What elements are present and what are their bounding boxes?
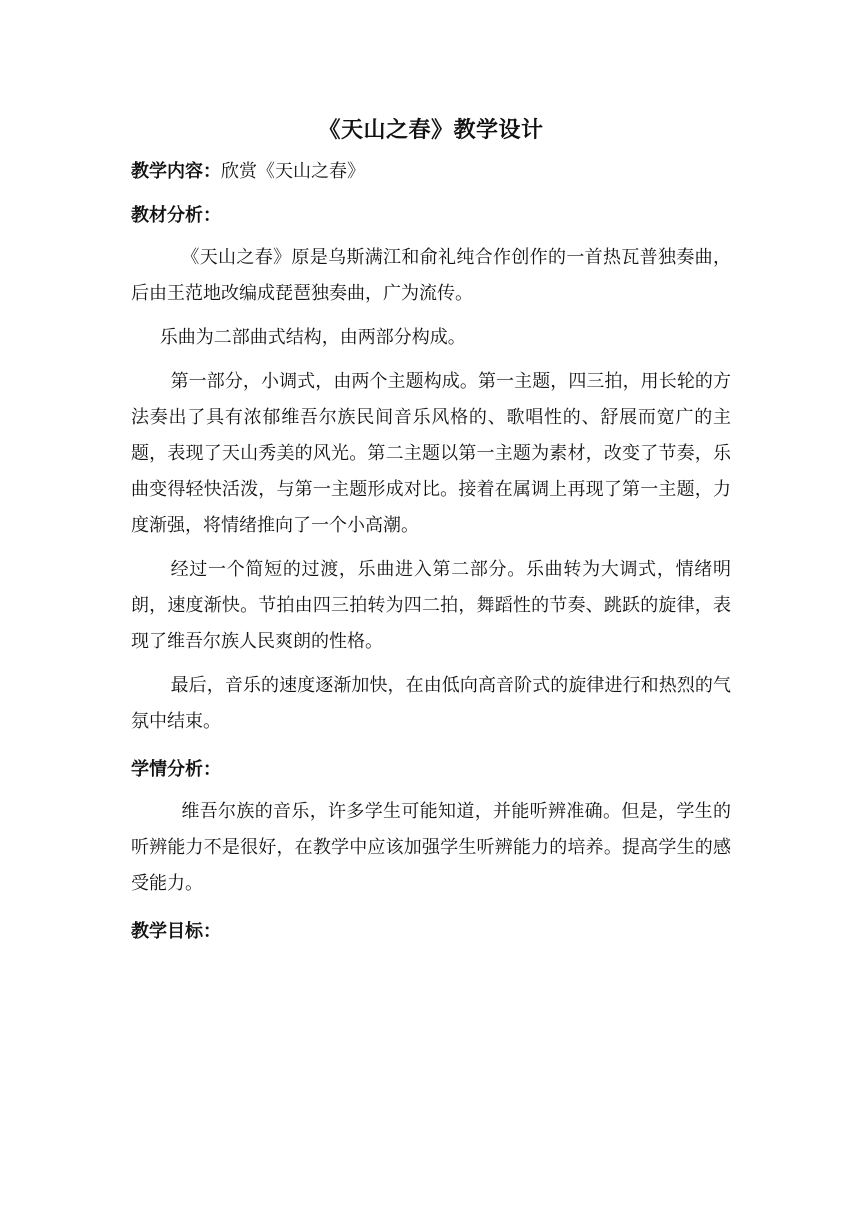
material-analysis-label: 教材分析：: [131, 205, 221, 226]
teaching-content-label: 教学内容：: [131, 161, 221, 182]
material-analysis-heading: [131, 194, 731, 238]
student-analysis-label: 学情分析：: [131, 759, 221, 780]
analysis-paragraph-2: 乐曲为二部曲式结构，由两部分构成。: [159, 327, 466, 348]
student-analysis-paragraph: 维吾尔族的音乐，许多学生可能知道，并能听辨准确。但是，学生的听辨能力不是很好，在教学中应该加强学生听辨能力的培养。提高学生的感受能力。: [131, 801, 731, 894]
teaching-goal-heading: [131, 910, 731, 954]
analysis-paragraph-3: 第一部分，小调式，由两个主题构成。第一主题，四三拍，用长轮的方法奏出了具有浓郁维吾尔族民间音乐风格的、歌唱性的、舒展而宽广的主题，表现了天山秀美的风光。第二主题以第一主题为素材，改变了节奏，乐曲变得轻快活泼，与第一主题形成对比。接着在属调上再现了第一主题，力度渐强，将情绪推向了一个小高潮。: [131, 371, 731, 536]
teaching-goal-label: 教学目标：: [131, 921, 221, 942]
student-analysis-heading: [131, 748, 731, 792]
analysis-paragraph-4: 经过一个简短的过渡，乐曲进入第二部分。乐曲转为大调式，情绪明朗，速度渐快。节拍由四三拍转为四二拍，舞蹈性的节奏、跳跃的旋律，表现了维吾尔族人民爽朗的性格。: [131, 559, 731, 652]
document-title: 《天山之春》教学设计: [318, 117, 544, 143]
teaching-content-line: [131, 150, 731, 194]
analysis-paragraph-5: 最后，音乐的速度逐渐加快，在由低向高音阶式的旋律进行和热烈的气氛中结束。: [131, 675, 731, 732]
teaching-content-value: 欣赏《天山之春》: [221, 161, 365, 182]
document-body: [131, 110, 731, 954]
analysis-paragraph-1: 《天山之春》原是乌斯满江和俞礼纯合作创作的一首热瓦普独奏曲，后由王范地改编成琵琶独奏曲，广为流传。: [131, 247, 731, 304]
